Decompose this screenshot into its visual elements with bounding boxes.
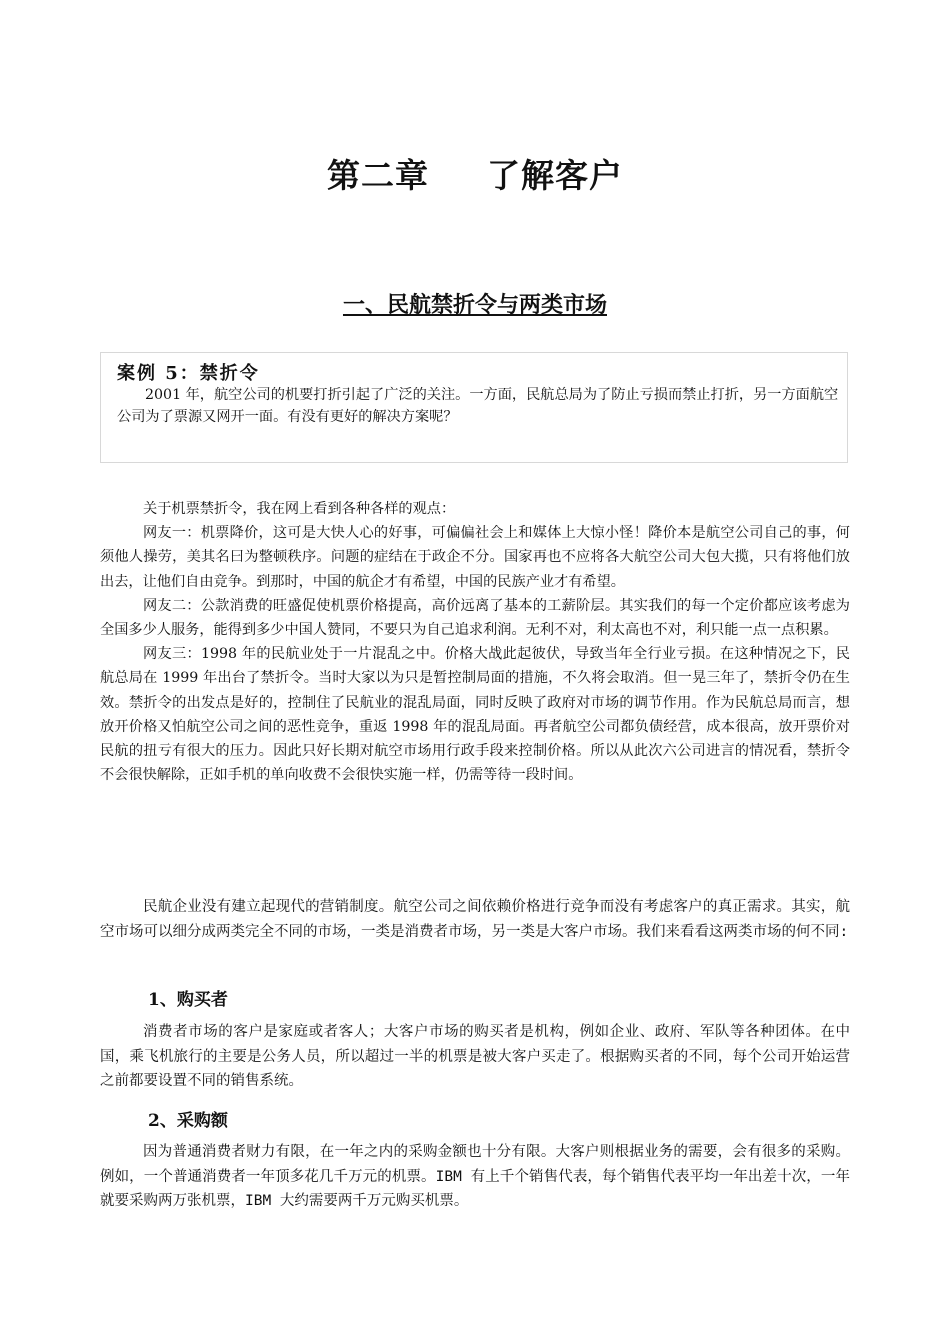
case-text: 2001 年，航空公司的机要打折引起了广泛的关注。一方面，民航总局为了防止亏损而禁止打折，另一方面航空公司为了票源又网开一面。有没有更好的解决方案呢？ — [117, 387, 839, 425]
chapter-number: 第二章 — [327, 156, 429, 195]
paragraph: 网友三：1998 年的民航业处于一片混乱之中。价格大战此起彼伏，导致当年全行业亏损。在这种情况之下，民航总局在 1999 年出台了禁折令。当时大家以为只是暂控制局面的措施，不久将会取消。但一晃三年了，禁折令仍在生效。禁折令的出发点是好的，控制住了民航业的混乱局面，同时反映了政府对市场的调节作用。作为民航总局而言，想放开价格又怕航空公司之间的恶性竞争，重返 1998 年的混乱局面。再者航空公司都负债经营，成本很高，放开票价对民航的扭亏有很大的压力。因此只好长期对航空市场用行政手段来控制价格。所以从此次六公司进言的情况看，禁折令不会很快解除，正如手机的单向收费不会很快实施一样，仍需等待一段时间。 — [100, 646, 850, 784]
paragraph: 网友一：机票降价，这可是大快人心的好事，可偏偏社会上和媒体上大惊小怪！降价本是航空公司自己的事，何须他人操劳，美其名曰为整顿秩序。问题的症结在于政企不分。国家再也不应将各大航空公司大包大揽，只有将他们放出去，让他们自由竞争。到那时，中国的航企才有希望，中国的民族产业才有希望。 — [100, 525, 850, 590]
analysis-block — [100, 895, 850, 944]
subsection-text — [100, 1140, 850, 1214]
subsection-heading: 2、采购额 — [148, 1111, 228, 1131]
paragraph: 民航企业没有建立起现代的营销制度。航空公司之间依赖价格进行竞争而没有考虑客户的真正需求。其实，航空市场可以细分成两类完全不同的市场，一类是消费者市场，另一类是大客户市场。我们来看看这两类市场的何不同: — [100, 899, 850, 940]
case-box — [100, 352, 848, 463]
chapter-title — [0, 150, 950, 197]
paragraph: 关于机票禁折令，我在网上看到各种各样的观点： — [143, 501, 456, 517]
paragraph: 因为普通消费者财力有限，在一年之内的采购金额也十分有限。大客户则根据业务的需要，会有很多的采购。例如，一个普通消费者一年顶多花几千万元的机票。IBM 有上千个销售代表，每个销售代表平均一年出差十次，一年就要采购两万张机票，IBM 大约需要两千万元购买机票。 — [100, 1144, 850, 1209]
netizen-opinions — [100, 497, 850, 787]
subsection-heading: 1、购买者 — [148, 990, 228, 1010]
paragraph: 消费者市场的客户是家庭或者客人；大客户市场的购买者是机构，例如企业、政府、军队等各种团体。在中国，乘飞机旅行的主要是公务人员，所以超过一半的机票是被大客户买走了。根据购买者的不同，每个公司开始运营之前都要设置不同的销售系统。 — [100, 1024, 850, 1089]
case-title: 案例 5：禁折令 — [117, 363, 260, 384]
chapter-name: 了解客户 — [487, 156, 623, 195]
paragraph: 网友二：公款消费的旺盛促使机票价格提高，高价远离了基本的工薪阶层。其实我们的每一个定价都应该考虑为全国多少人服务，能得到多少中国人赞同，不要只为自己追求利润。无利不对，利太高也不对，利只能一点一点积累。 — [100, 597, 850, 639]
section-title: 一、民航禁折令与两类市场 — [342, 293, 607, 318]
subsection-text — [100, 1020, 850, 1094]
